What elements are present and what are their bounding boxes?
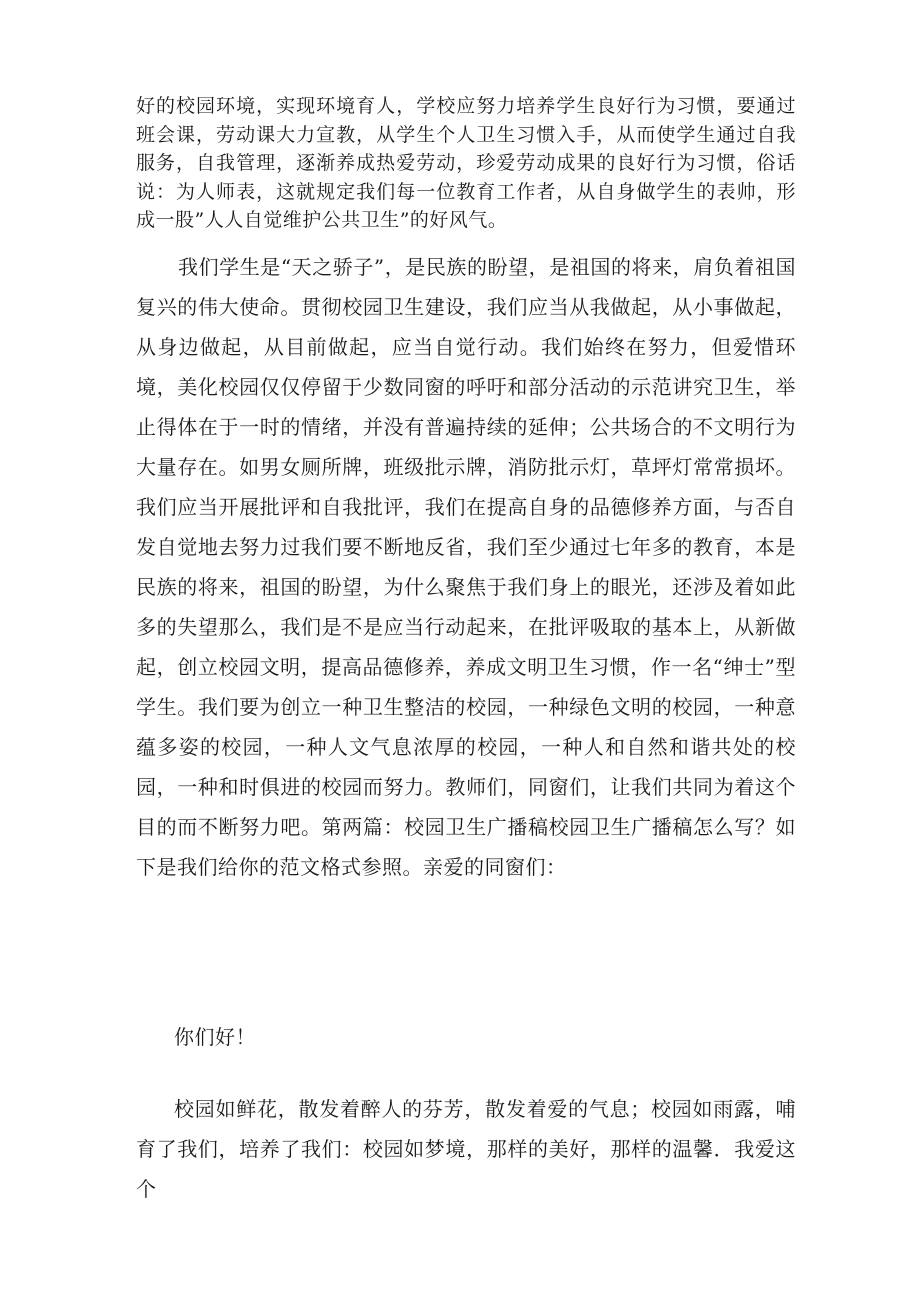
paragraph-students-body: 我们学生是“天之骄子”，是民族的盼望，是祖国的将来，肩负着祖国复兴的伟大使命。贯彻校园卫生建设，我们应当从我做起，从小事做起，从身边做起，从目前做起，应当自觉行动。我们始终在努力，但爱惜环境，美化校园仅仅停留于少数同窗的呼吁和部分活动的示范讲究卫生，举止得体在于一时的情绪，并没有普遍持续的延伸；公共场合的不文明行为大量存在。如男女厕所牌，班级批示牌，消防批示灯，草坪灯常常损坏。我们应当开展批评和自我批评，我们在提高自身的品德修养方面，与否自发自觉地去努力过我们要不断地反省，我们至少通过七年多的教育，本是民族的将来，祖国的盼望，为什么聚焦于我们身上的眼光，还涉及着如此多的失望那么，我们是不是应当行动起来，在批评吸取的基本上，从新做起，创立校园文明，提高品德修养，养成文明卫生习惯，作一名“绅士”型学生。我们要为创立一种卫生整洁的校园，一种绿色文明的校园，一种意蕴多姿的校园，一种人文气息浓厚的校园，一种人和自然和谐共处的校园，一种和时俱进的校园而努力。教师们，同窗们，让我们共同为着这个目的而不断努力吧。第两篇：校园卫生广播稿校园卫生广播稿怎么写？如下是我们给你的范文格式参照。亲爱的同窗们： <box>136 255 796 879</box>
paragraph-campus-intro: 校园如鲜花，散发着醉人的芬芳，散发着爱的气息；校园如雨露，哺育了我们，培养了我们：校园如梦境，那样的美好，那样的温馨．我爱这个 <box>136 1097 796 1201</box>
paragraph-greeting: 你们好！ <box>174 1025 256 1049</box>
paragraph-continuation: 好的校园环境，实现环境育人，学校应努力培养学生良好行为习惯，要通过班会课，劳动课大力宣教，从学生个人卫生习惯入手，从而使学生通过自我服务，自我管理，逐渐养成热爱劳动，珍爱劳动成果的良好行为习惯，俗话说：为人师表，这就规定我们每一位教育工作者，从自身做学生的表帅，形成一股”人人自觉维护公共卫生”的好风气。 <box>136 95 796 231</box>
